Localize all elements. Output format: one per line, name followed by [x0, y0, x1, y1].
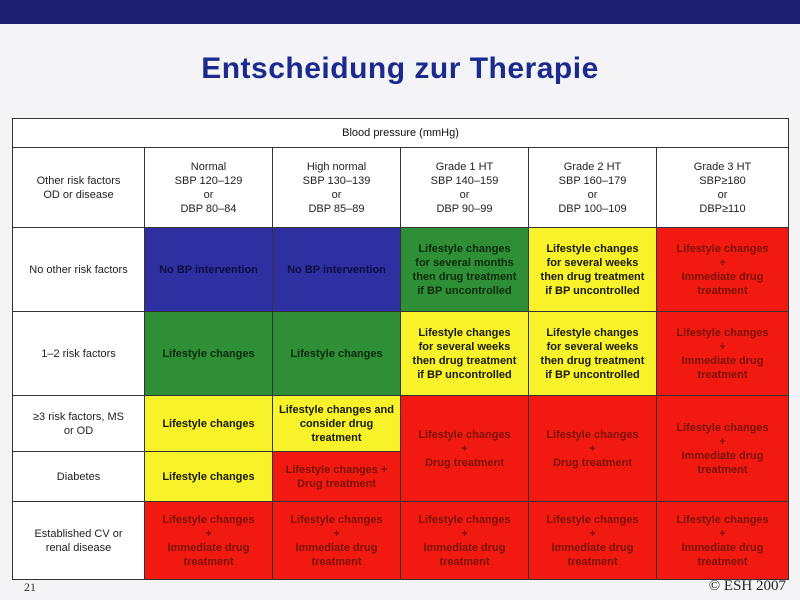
cell-lifestyle-weeks-then-drug — [529, 312, 657, 396]
row-label-line: renal disease — [45, 541, 112, 554]
cell-lifestyle-plus-immediate-drug — [401, 502, 529, 580]
cell-lifestyle-plus-immediate-drug — [529, 502, 657, 580]
cell-line: + — [719, 256, 726, 269]
row-label-3-risk-factors — [13, 396, 145, 452]
cell-line: treatment — [567, 555, 618, 568]
column-header-or: or — [331, 188, 342, 201]
slide-title: Entscheidung zur Therapie — [201, 52, 599, 85]
cell-line: Immediate drug — [551, 541, 634, 554]
cell-lifestyle-plus-immediate-drug — [657, 502, 789, 580]
cell-line: + — [461, 527, 468, 540]
cell-line: Immediate drug — [681, 354, 764, 367]
row-label-1-2-risk-factors: 1–2 risk factors — [13, 312, 145, 396]
cell-line: for several months — [415, 256, 514, 269]
corner-label-line1: Other risk factors — [36, 174, 121, 187]
cell-line: Immediate drug — [681, 270, 764, 283]
column-header-normal — [145, 148, 273, 228]
page-number: 21 — [24, 580, 36, 594]
cell-line: treatment — [697, 284, 748, 297]
corner-label — [13, 148, 145, 228]
cell-line: + — [333, 527, 340, 540]
cell-line: + — [461, 442, 468, 455]
column-header-dbp: DBP 100–109 — [558, 202, 627, 215]
column-header-sbp: SBP 130–139 — [302, 174, 371, 187]
cell-lifestyle-changes: Lifestyle changes — [145, 396, 273, 452]
column-header-high-normal — [273, 148, 401, 228]
cell-line: Lifestyle changes — [418, 326, 511, 339]
cell-line: then drug treatment — [540, 354, 645, 367]
table-header-blood-pressure: Blood pressure (mmHg) — [13, 119, 789, 148]
cell-no-bp-intervention: No BP intervention — [273, 228, 401, 312]
column-header-dbp: DBP 80–84 — [180, 202, 237, 215]
cell-lifestyle-changes: Lifestyle changes — [145, 452, 273, 502]
cell-line: treatment — [311, 555, 362, 568]
cell-line: + — [589, 442, 596, 455]
cell-line: consider drug — [299, 417, 374, 430]
cell-line: Lifestyle changes — [290, 513, 383, 526]
cell-line: then drug treatment — [540, 270, 645, 283]
corner-label-line2: OD or disease — [43, 188, 114, 201]
cell-line: Lifestyle changes — [676, 513, 769, 526]
cell-lifestyle-months-then-drug — [401, 228, 529, 312]
cell-lifestyle-plus-immediate-drug — [657, 396, 789, 502]
cell-line: Immediate drug — [681, 541, 764, 554]
cell-line: treatment — [439, 555, 490, 568]
cell-line: Lifestyle changes — [546, 428, 639, 441]
cell-no-bp-intervention: No BP intervention — [145, 228, 273, 312]
column-header-title: High normal — [306, 160, 367, 173]
cell-lifestyle-plus-immediate-drug — [145, 502, 273, 580]
cell-line: + — [719, 340, 726, 353]
cell-line: if BP uncontrolled — [417, 284, 512, 297]
cell-lifestyle-plus-immediate-drug — [657, 312, 789, 396]
cell-line: Drug treatment — [553, 456, 632, 469]
column-header-title: Grade 3 HT — [693, 160, 752, 173]
cell-lifestyle-plus-drug — [529, 396, 657, 502]
cell-line: Lifestyle changes — [676, 242, 769, 255]
cell-line: if BP uncontrolled — [417, 368, 512, 381]
cell-line: + — [589, 527, 596, 540]
cell-line: Drug treatment — [297, 477, 376, 490]
cell-line: treatment — [697, 555, 748, 568]
cell-line: treatment — [183, 555, 234, 568]
cell-line: Lifestyle changes and — [279, 403, 394, 416]
column-header-sbp: SBP≥180 — [699, 174, 746, 187]
cell-line: Lifestyle changes — [546, 513, 639, 526]
column-header-grade3 — [657, 148, 789, 228]
column-header-or: or — [203, 188, 214, 201]
cell-line: Drug treatment — [425, 456, 504, 469]
cell-line: for several weeks — [546, 256, 639, 269]
row-label-no-risk-factors: No other risk factors — [13, 228, 145, 312]
cell-line: Lifestyle changes — [546, 242, 639, 255]
cell-line: + — [719, 527, 726, 540]
cell-line: Immediate drug — [167, 541, 250, 554]
cell-lifestyle-changes: Lifestyle changes — [145, 312, 273, 396]
column-header-dbp: DBP≥110 — [699, 202, 746, 215]
cell-line: then drug treatment — [412, 354, 517, 367]
cell-line: Lifestyle changes — [546, 326, 639, 339]
cell-line: Immediate drug — [423, 541, 506, 554]
column-header-or: or — [459, 188, 470, 201]
column-header-title: Grade 2 HT — [563, 160, 622, 173]
cell-line: Lifestyle changes — [418, 428, 511, 441]
cell-lifestyle-plus-immediate-drug — [273, 502, 401, 580]
column-header-title: Grade 1 HT — [435, 160, 494, 173]
cell-line: if BP uncontrolled — [545, 284, 640, 297]
cell-line: + — [719, 435, 726, 448]
column-header-sbp: SBP 140–159 — [430, 174, 499, 187]
cell-line: Lifestyle changes — [162, 513, 255, 526]
row-label-line: Established CV or — [34, 527, 123, 540]
column-header-dbp: DBP 90–99 — [436, 202, 493, 215]
cell-line: if BP uncontrolled — [545, 368, 640, 381]
cell-lifestyle-changes: Lifestyle changes — [273, 312, 401, 396]
cell-lifestyle-plus-immediate-drug — [657, 228, 789, 312]
cell-line: Lifestyle changes — [418, 513, 511, 526]
cell-lifestyle-plus-drug — [401, 396, 529, 502]
row-label-diabetes: Diabetes — [13, 452, 145, 502]
cell-line: for several weeks — [546, 340, 639, 353]
cell-line: Immediate drug — [295, 541, 378, 554]
column-header-dbp: DBP 85–89 — [308, 202, 365, 215]
blood-pressure-risk-table — [12, 118, 789, 580]
cell-line: Lifestyle changes — [676, 326, 769, 339]
cell-line: treatment — [697, 463, 748, 476]
column-header-sbp: SBP 120–129 — [174, 174, 243, 187]
row-label-line: or OD — [63, 424, 94, 437]
cell-line: Lifestyle changes — [676, 421, 769, 434]
cell-line: then drug treatment — [412, 270, 517, 283]
cell-lifestyle-weeks-then-drug — [529, 228, 657, 312]
cell-lifestyle-plus-drug — [273, 452, 401, 502]
column-header-title: Normal — [190, 160, 227, 173]
cell-lifestyle-consider-drug — [273, 396, 401, 452]
column-header-grade1 — [401, 148, 529, 228]
cell-line: Lifestyle changes + — [285, 463, 388, 476]
row-label-established-cv — [13, 502, 145, 580]
column-header-or: or — [587, 188, 598, 201]
column-header-or: or — [717, 188, 728, 201]
cell-line: treatment — [697, 368, 748, 381]
cell-line: + — [205, 527, 212, 540]
copyright-notice: © ESH 2007 — [708, 578, 786, 594]
top-bar — [0, 0, 800, 24]
cell-line: treatment — [311, 431, 362, 444]
cell-lifestyle-weeks-then-drug — [401, 312, 529, 396]
column-header-sbp: SBP 160–179 — [558, 174, 627, 187]
cell-line: Immediate drug — [681, 449, 764, 462]
cell-line: Lifestyle changes — [418, 242, 511, 255]
cell-line: for several weeks — [418, 340, 511, 353]
column-header-grade2 — [529, 148, 657, 228]
row-label-line: ≥3 risk factors, MS — [33, 410, 124, 423]
